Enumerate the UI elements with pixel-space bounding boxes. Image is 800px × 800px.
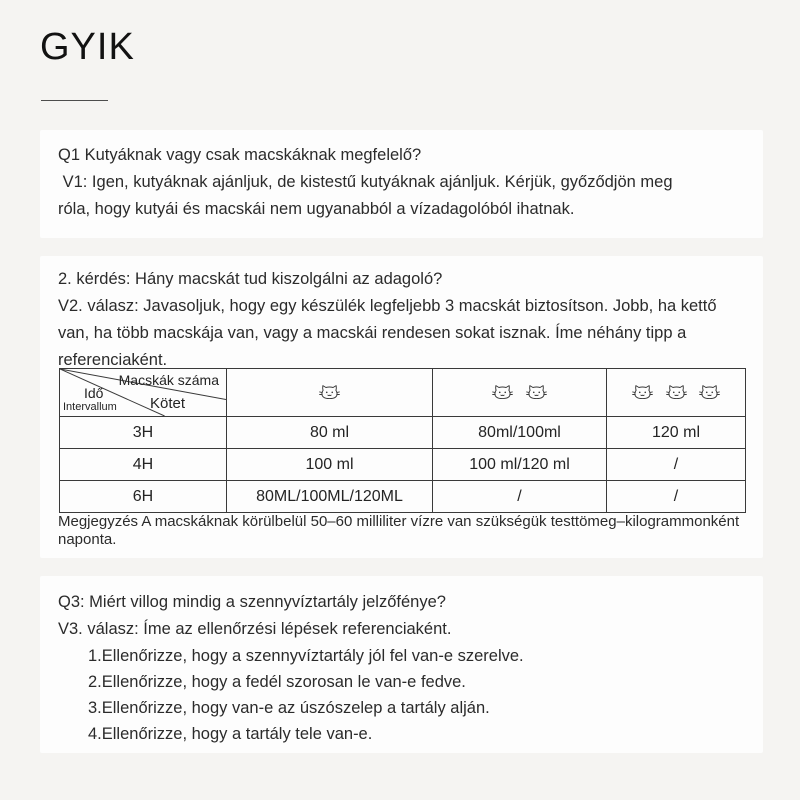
q1-answer-line2: róla, hogy kutyái és macskái nem ugyanabból a vízadagolóból ihatnak. xyxy=(58,200,575,218)
volume-cell: / xyxy=(607,449,746,481)
time-cell: 3H xyxy=(60,417,227,449)
faq-card-q1 xyxy=(40,130,763,238)
cat-face-icon xyxy=(526,384,547,401)
q3-step-2: 2.Ellenőrizze, hogy a fedél szorosan le van-e fedve. xyxy=(88,673,466,691)
volume-cell: / xyxy=(433,481,607,513)
volume-cell: 120 ml xyxy=(607,417,746,449)
table-corner-cell xyxy=(60,369,227,417)
q3-step-3: 3.Ellenőrizze, hogy van-e az úszószelep a tartály alján. xyxy=(88,699,490,717)
q2-answer-line3: referenciaként. xyxy=(58,351,168,369)
corner-label-time: Idő xyxy=(84,385,104,401)
table-note-line2: naponta. xyxy=(58,531,117,548)
q3-question: Q3: Miért villog mindig a szennyvíztartály jelzőfénye? xyxy=(58,593,446,611)
col-header-three-cats xyxy=(607,369,746,417)
q1-answer-line1: V1: Igen, kutyáknak ajánljuk, de kistestű kutyáknak ajánljuk. Kérjük, győződjön meg xyxy=(58,173,673,191)
table-row-6h xyxy=(60,481,746,513)
q3-step-4: 4.Ellenőrizze, hogy a tartály tele van-e. xyxy=(88,725,373,743)
faq-card-q3 xyxy=(40,576,763,753)
table-note-line1: Megjegyzés A macskáknak körülbelül 50–60 milliliter vízre van szükségük testtömeg–kilogrammonként xyxy=(58,513,740,530)
table-row-4h xyxy=(60,449,746,481)
q3-step-1: 1.Ellenőrizze, hogy a szennyvíztartály jól fel van-e szerelve. xyxy=(88,647,524,665)
time-cell: 6H xyxy=(60,481,227,513)
q2-question: 2. kérdés: Hány macskát tud kiszolgálni az adagoló? xyxy=(58,270,443,288)
title-underline xyxy=(41,100,108,101)
volume-cell: / xyxy=(607,481,746,513)
cat-face-icon xyxy=(632,384,653,401)
faq-card-q2 xyxy=(40,256,763,558)
q1-question: Q1 Kutyáknak vagy csak macskáknak megfelelő? xyxy=(58,146,422,164)
dosage-table xyxy=(59,368,746,513)
table-note xyxy=(58,513,739,549)
time-cell: 4H xyxy=(60,449,227,481)
cat-face-icon xyxy=(319,384,340,401)
col-header-one-cat xyxy=(227,369,433,417)
volume-cell: 80ML/100ML/120ML xyxy=(227,481,433,513)
corner-label-cat-count: Macskák száma xyxy=(118,372,219,388)
q2-answer-line2: van, ha több macskája van, vagy a macskái rendesen sokat isznak. Íme néhány tipp a xyxy=(58,324,687,342)
cat-face-icon xyxy=(699,384,720,401)
cat-face-icon xyxy=(492,384,513,401)
table-header-row xyxy=(60,369,746,417)
q3-answer-intro: V3. válasz: Íme az ellenőrzési lépések referenciaként. xyxy=(58,620,452,638)
q2-answer-line1: V2. válasz: Javasoljuk, hogy egy készülék legfeljebb 3 macskát biztosítson. Jobb, ha kettő xyxy=(58,297,717,315)
volume-cell: 100 ml xyxy=(227,449,433,481)
volume-cell: 80ml/100ml xyxy=(433,417,607,449)
table-row-3h xyxy=(60,417,746,449)
volume-cell: 100 ml/120 ml xyxy=(433,449,607,481)
corner-label-volume: Kötet xyxy=(150,395,186,412)
volume-cell: 80 ml xyxy=(227,417,433,449)
cat-face-icon xyxy=(666,384,687,401)
corner-label-interval: Intervallum xyxy=(63,401,117,413)
page-title: GYIK xyxy=(40,26,135,68)
col-header-two-cats xyxy=(433,369,607,417)
